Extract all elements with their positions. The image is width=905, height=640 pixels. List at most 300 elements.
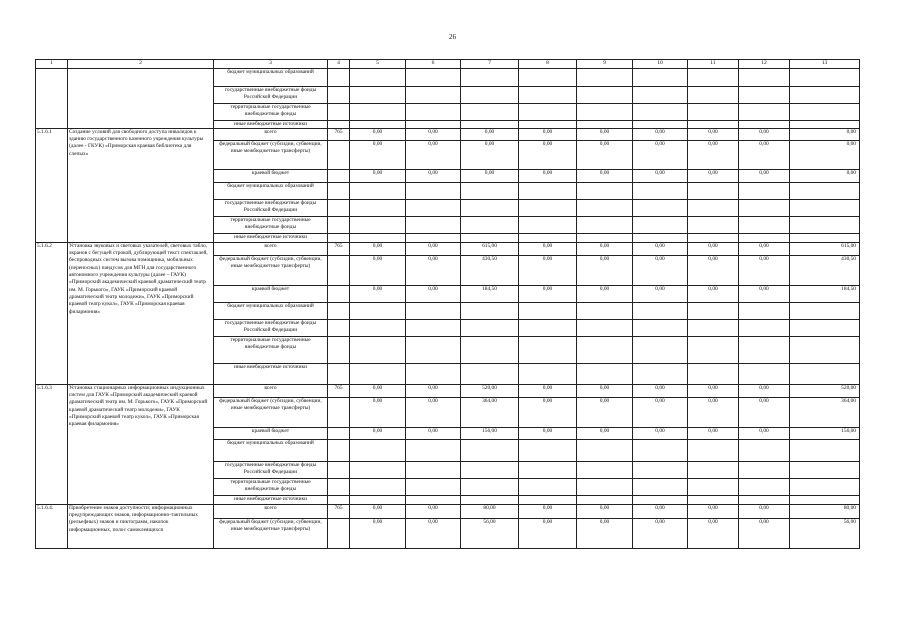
empty-cell [406, 461, 461, 478]
empty-cell [633, 216, 688, 233]
item-name: Приобретение знаков доступности; информационных предупреждающих знаков, информационно-тактильных (рельефных) знаков и пиктограмм, накопок информационных, полос самоклеящихся [68, 504, 214, 548]
empty-cell [461, 86, 519, 103]
empty-cell [688, 233, 739, 242]
empty-cell [328, 363, 350, 384]
empty-cell [461, 120, 519, 128]
empty-cell [519, 68, 577, 86]
empty-cell [739, 478, 790, 495]
empty-cell [328, 68, 350, 86]
funding-source: краевой бюджет [214, 285, 328, 302]
budget-table [35, 59, 860, 549]
empty-cell [790, 120, 860, 128]
funding-source: бюджет муниципальных образований [214, 182, 328, 199]
col-header: 11 [688, 60, 739, 69]
empty-cell [577, 216, 633, 233]
value-cell: 0,00 [406, 384, 461, 397]
empty-cell [739, 120, 790, 128]
item-code: 5.1.6.4. [36, 504, 68, 548]
value-cell: 0,00 [406, 169, 461, 182]
funding-source: государственные внебюджетные фонды Российской Федерации [214, 461, 328, 478]
empty-cell [350, 363, 406, 384]
empty-cell [739, 319, 790, 336]
funding-source: всего [214, 384, 328, 397]
value-cell: 156,00 [790, 427, 860, 439]
value-cell: 0,00 [406, 504, 461, 518]
empty-cell [328, 302, 350, 319]
value-cell: 0,00 [406, 427, 461, 439]
funding-source: иные внебюджетные источники [214, 363, 328, 384]
value-cell: 0,00 [739, 169, 790, 182]
value-cell: 0,00 [739, 518, 790, 548]
value-cell: 0,00 [519, 242, 577, 255]
empty-cell [688, 439, 739, 461]
empty-cell [739, 495, 790, 504]
col-header: 2 [68, 60, 214, 69]
value-cell: 0,00 [688, 140, 739, 169]
empty-cell [633, 199, 688, 216]
empty-cell [739, 336, 790, 363]
table-row [36, 68, 860, 86]
value-cell: 0,00 [406, 255, 461, 285]
empty-cell [688, 103, 739, 120]
item-code: 5.1.6.3 [36, 384, 68, 504]
value-cell: 364,00 [461, 397, 519, 427]
grbs-code: 765 [328, 242, 350, 255]
empty-cell [790, 461, 860, 478]
empty-cell [461, 336, 519, 363]
empty-cell [406, 233, 461, 242]
empty-cell [350, 461, 406, 478]
value-cell: 0,00 [633, 427, 688, 439]
col-header: 1 [36, 60, 68, 69]
empty-cell [577, 495, 633, 504]
empty-cell [350, 199, 406, 216]
value-cell: 0,00 [633, 128, 688, 140]
empty-cell [688, 216, 739, 233]
value-cell: 184,50 [790, 285, 860, 302]
value-cell: 0,00 [461, 140, 519, 169]
value-cell: 0,00 [577, 384, 633, 397]
col-header: 9 [577, 60, 633, 69]
empty-cell [790, 439, 860, 461]
empty-cell [790, 336, 860, 363]
value-cell: 0,00 [577, 504, 633, 518]
empty-cell [739, 233, 790, 242]
empty-cell [577, 319, 633, 336]
value-cell: 0,00 [688, 169, 739, 182]
empty-cell [688, 363, 739, 384]
empty-cell [633, 363, 688, 384]
empty-cell [406, 120, 461, 128]
empty-cell [790, 68, 860, 86]
value-cell: 0,00 [577, 518, 633, 548]
empty-cell [350, 439, 406, 461]
value-cell: 0,00 [461, 128, 519, 140]
value-cell: 0,00 [688, 384, 739, 397]
empty-cell [461, 182, 519, 199]
funding-source: краевой бюджет [214, 427, 328, 439]
item-name: Установка звуковых и световых указателей, световых табло, экранов с бегущей строкой, дублирующей текст спектаклей, беспроводных систем вызова помощника, мобильных (переносных) пандусов для МГН для государственного автономного учреждения культуры (далее – ГАУК) «Приморский академический краевой драматический театр им. М. Горького», ГАУК «Приморский краевой драматический театр молодежи», ГАУК «Приморский краевой театр кукол», ГАУК «Приморская краевая филармония» [68, 242, 214, 384]
empty-cell [328, 103, 350, 120]
funding-source: территориальные государственные внебюджетные фонды [214, 336, 328, 363]
value-cell: 0,00 [406, 285, 461, 302]
empty-cell [790, 199, 860, 216]
empty-cell [688, 302, 739, 319]
empty-cell [688, 182, 739, 199]
table-row [36, 242, 860, 255]
col-header: 12 [739, 60, 790, 69]
value-cell: 0,00 [350, 169, 406, 182]
value-cell: 0,00 [633, 242, 688, 255]
empty-cell [328, 140, 350, 169]
empty-cell [68, 68, 214, 128]
value-cell: 0,00 [739, 384, 790, 397]
funding-source: федеральный бюджет (субсидии, субвенции, иные межбюджетные трансферты) [214, 140, 328, 169]
empty-cell [688, 336, 739, 363]
empty-cell [739, 461, 790, 478]
value-cell: 0,00 [350, 242, 406, 255]
empty-cell [328, 518, 350, 548]
empty-cell [350, 86, 406, 103]
empty-cell [328, 199, 350, 216]
empty-cell [519, 363, 577, 384]
empty-cell [328, 397, 350, 427]
funding-source: территориальные государственные внебюджетные фонды [214, 478, 328, 495]
col-header: 3 [214, 60, 328, 69]
value-cell: 0,00 [577, 427, 633, 439]
funding-source: федеральный бюджет (субсидии, субвенции, иные межбюджетные трансферты) [214, 518, 328, 548]
value-cell: 0,00 [739, 427, 790, 439]
value-cell: 0,00 [739, 397, 790, 427]
empty-cell [577, 439, 633, 461]
empty-cell [633, 336, 688, 363]
value-cell: 0,00 [688, 128, 739, 140]
value-cell: 0,00 [350, 518, 406, 548]
grbs-code: 765 [328, 384, 350, 397]
empty-cell [790, 363, 860, 384]
empty-cell [406, 495, 461, 504]
empty-cell [739, 439, 790, 461]
funding-source: бюджет муниципальных образований [214, 302, 328, 319]
funding-source: всего [214, 504, 328, 518]
empty-cell [461, 439, 519, 461]
value-cell: 0,00 [519, 504, 577, 518]
col-header: 5 [350, 60, 406, 69]
value-cell: 430,50 [790, 255, 860, 285]
empty-cell [350, 319, 406, 336]
empty-cell [739, 68, 790, 86]
value-cell: 0,00 [739, 504, 790, 518]
empty-cell [790, 478, 860, 495]
empty-cell [350, 336, 406, 363]
empty-cell [328, 86, 350, 103]
value-cell: 0,00 [633, 504, 688, 518]
empty-cell [633, 68, 688, 86]
empty-cell [519, 461, 577, 478]
empty-cell [577, 302, 633, 319]
empty-cell [406, 478, 461, 495]
empty-cell [633, 439, 688, 461]
funding-source: бюджет муниципальных образований [214, 439, 328, 461]
value-cell: 0,00 [688, 427, 739, 439]
empty-cell [790, 182, 860, 199]
empty-cell [328, 169, 350, 182]
empty-cell [350, 103, 406, 120]
empty-cell [406, 68, 461, 86]
empty-cell [350, 120, 406, 128]
col-header: 4 [328, 60, 350, 69]
col-header: 7 [461, 60, 519, 69]
empty-cell [577, 182, 633, 199]
funding-source: федеральный бюджет (субсидии, субвенции, иные межбюджетные трансферты) [214, 255, 328, 285]
empty-cell [406, 182, 461, 199]
empty-cell [633, 182, 688, 199]
value-cell: 0,00 [577, 255, 633, 285]
funding-source: государственные внебюджетные фонды Российской Федерации [214, 319, 328, 336]
empty-cell [406, 216, 461, 233]
value-cell: 0,00 [519, 384, 577, 397]
empty-cell [688, 478, 739, 495]
value-cell: 0,00 [633, 285, 688, 302]
value-cell: 80,00 [461, 504, 519, 518]
value-cell: 0,00 [739, 242, 790, 255]
value-cell: 0,00 [688, 397, 739, 427]
value-cell: 0,00 [350, 427, 406, 439]
empty-cell [350, 182, 406, 199]
value-cell: 0,00 [633, 140, 688, 169]
empty-cell [577, 103, 633, 120]
empty-cell [688, 68, 739, 86]
value-cell: 0,00 [688, 242, 739, 255]
value-cell: 430,50 [461, 255, 519, 285]
empty-cell [633, 86, 688, 103]
empty-cell [328, 478, 350, 495]
empty-cell [328, 319, 350, 336]
value-cell: 0,00 [519, 128, 577, 140]
value-cell: 364,00 [790, 397, 860, 427]
empty-cell [350, 216, 406, 233]
value-cell: 520,00 [790, 384, 860, 397]
empty-cell [328, 495, 350, 504]
empty-cell [519, 182, 577, 199]
empty-cell [688, 120, 739, 128]
funding-source: иные внебюджетные источники [214, 120, 328, 128]
item-name: Создание условий для свободного доступа инвалидов к зданию государственного казенного учреждения культуры (далее - ГКУК) «Приморская краевая библиотека для слепых» [68, 128, 214, 242]
value-cell: 0,00 [461, 169, 519, 182]
value-cell: 0,00 [406, 518, 461, 548]
value-cell: 0,00 [633, 397, 688, 427]
empty-cell [328, 120, 350, 128]
empty-cell [633, 233, 688, 242]
funding-source: иные внебюджетные источники [214, 495, 328, 504]
empty-cell [577, 478, 633, 495]
empty-cell [519, 319, 577, 336]
empty-cell [519, 495, 577, 504]
empty-cell [633, 495, 688, 504]
value-cell: 0,00 [350, 384, 406, 397]
empty-cell [406, 336, 461, 363]
empty-cell [790, 495, 860, 504]
empty-cell [461, 233, 519, 242]
value-cell: 615,00 [790, 242, 860, 255]
value-cell: 0,00 [406, 140, 461, 169]
empty-cell [577, 199, 633, 216]
value-cell: 0,00 [577, 242, 633, 255]
value-cell: 0,00 [739, 255, 790, 285]
empty-cell [461, 478, 519, 495]
value-cell: 0,00 [519, 140, 577, 169]
empty-cell [328, 255, 350, 285]
value-cell: 0,00 [633, 169, 688, 182]
value-cell: 0,00 [577, 140, 633, 169]
value-cell: 0,00 [406, 128, 461, 140]
empty-cell [328, 336, 350, 363]
empty-cell [461, 461, 519, 478]
empty-cell [519, 439, 577, 461]
value-cell: 0,00 [577, 285, 633, 302]
empty-cell [519, 302, 577, 319]
empty-cell [350, 302, 406, 319]
empty-cell [461, 302, 519, 319]
value-cell: 0,00 [790, 128, 860, 140]
empty-cell [790, 216, 860, 233]
col-header: 6 [406, 60, 461, 69]
table-row [36, 128, 860, 140]
empty-cell [461, 103, 519, 120]
empty-cell [739, 363, 790, 384]
empty-cell [633, 302, 688, 319]
funding-source: государственные внебюджетные фонды Российской Федерации [214, 86, 328, 103]
empty-cell [328, 285, 350, 302]
empty-cell [519, 233, 577, 242]
empty-cell [577, 86, 633, 103]
empty-cell [790, 319, 860, 336]
funding-source: территориальные государственные внебюджетные фонды [214, 216, 328, 233]
empty-cell [461, 199, 519, 216]
value-cell: 56,00 [790, 518, 860, 548]
empty-cell [328, 216, 350, 233]
empty-cell [739, 103, 790, 120]
value-cell: 0,00 [688, 518, 739, 548]
table-row [36, 504, 860, 518]
value-cell: 80,00 [790, 504, 860, 518]
empty-cell [633, 478, 688, 495]
value-cell: 0,00 [519, 518, 577, 548]
value-cell: 0,00 [633, 518, 688, 548]
funding-source: всего [214, 242, 328, 255]
col-header: 10 [633, 60, 688, 69]
empty-cell [406, 363, 461, 384]
empty-cell [519, 478, 577, 495]
col-header: 8 [519, 60, 577, 69]
empty-cell [461, 216, 519, 233]
value-cell: 0,00 [577, 397, 633, 427]
empty-cell [739, 182, 790, 199]
value-cell: 0,00 [350, 140, 406, 169]
empty-cell [519, 336, 577, 363]
value-cell: 0,00 [519, 397, 577, 427]
value-cell: 0,00 [790, 140, 860, 169]
empty-cell [790, 302, 860, 319]
value-cell: 0,00 [577, 128, 633, 140]
value-cell: 520,00 [461, 384, 519, 397]
empty-cell [406, 86, 461, 103]
value-cell: 0,00 [519, 169, 577, 182]
value-cell: 0,00 [577, 169, 633, 182]
empty-cell [633, 461, 688, 478]
value-cell: 0,00 [519, 427, 577, 439]
empty-cell [328, 461, 350, 478]
empty-cell [577, 461, 633, 478]
value-cell: 0,00 [790, 169, 860, 182]
value-cell: 0,00 [688, 504, 739, 518]
funding-source: краевой бюджет [214, 169, 328, 182]
empty-cell [790, 233, 860, 242]
value-cell: 0,00 [350, 128, 406, 140]
empty-cell [577, 68, 633, 86]
empty-cell [328, 182, 350, 199]
empty-cell [350, 233, 406, 242]
value-cell: 0,00 [350, 255, 406, 285]
funding-source: государственные внебюджетные фонды Российской Федерации [214, 199, 328, 216]
empty-cell [350, 495, 406, 504]
empty-cell [633, 103, 688, 120]
value-cell: 184,50 [461, 285, 519, 302]
col-header: 13 [790, 60, 860, 69]
empty-cell [577, 120, 633, 128]
empty-cell [790, 103, 860, 120]
value-cell: 0,00 [519, 255, 577, 285]
grbs-code: 765 [328, 128, 350, 140]
empty-cell [328, 439, 350, 461]
empty-cell [461, 363, 519, 384]
funding-source: территориальные государственные внебюджетные фонды [214, 103, 328, 120]
item-code: 5.1.6.1 [36, 128, 68, 242]
empty-cell [406, 199, 461, 216]
value-cell: 0,00 [739, 285, 790, 302]
empty-cell [461, 319, 519, 336]
value-cell: 0,00 [350, 397, 406, 427]
item-code: 5.1.6.2 [36, 242, 68, 384]
empty-cell [461, 495, 519, 504]
empty-cell [739, 199, 790, 216]
value-cell: 0,00 [633, 255, 688, 285]
table-row [36, 384, 860, 397]
value-cell: 0,00 [739, 140, 790, 169]
value-cell: 0,00 [406, 397, 461, 427]
empty-cell [688, 461, 739, 478]
empty-cell [519, 103, 577, 120]
empty-cell [688, 319, 739, 336]
empty-cell [577, 233, 633, 242]
value-cell: 0,00 [519, 285, 577, 302]
funding-source: федеральный бюджет (субсидии, субвенции, иные межбюджетные трансферты) [214, 397, 328, 427]
empty-cell [739, 302, 790, 319]
funding-source: иные внебюджетные источники [214, 233, 328, 242]
funding-source: бюджет муниципальных образований [214, 68, 328, 86]
value-cell: 56,00 [461, 518, 519, 548]
empty-cell [688, 86, 739, 103]
empty-cell [461, 68, 519, 86]
item-name: Установка стационарных информационных индукционных систем для ГАУК «Приморский академический краевой драматический театр им. М. Горького», ГАУК «Приморский краевой драматический театр молодежи», ГАУК «Приморский краевой театр кукол», ГАУК «Приморская краевая филармония» [68, 384, 214, 504]
empty-cell [739, 216, 790, 233]
value-cell: 156,00 [461, 427, 519, 439]
empty-cell [519, 199, 577, 216]
empty-cell [406, 439, 461, 461]
empty-cell [406, 319, 461, 336]
value-cell: 0,00 [350, 285, 406, 302]
empty-cell [688, 199, 739, 216]
